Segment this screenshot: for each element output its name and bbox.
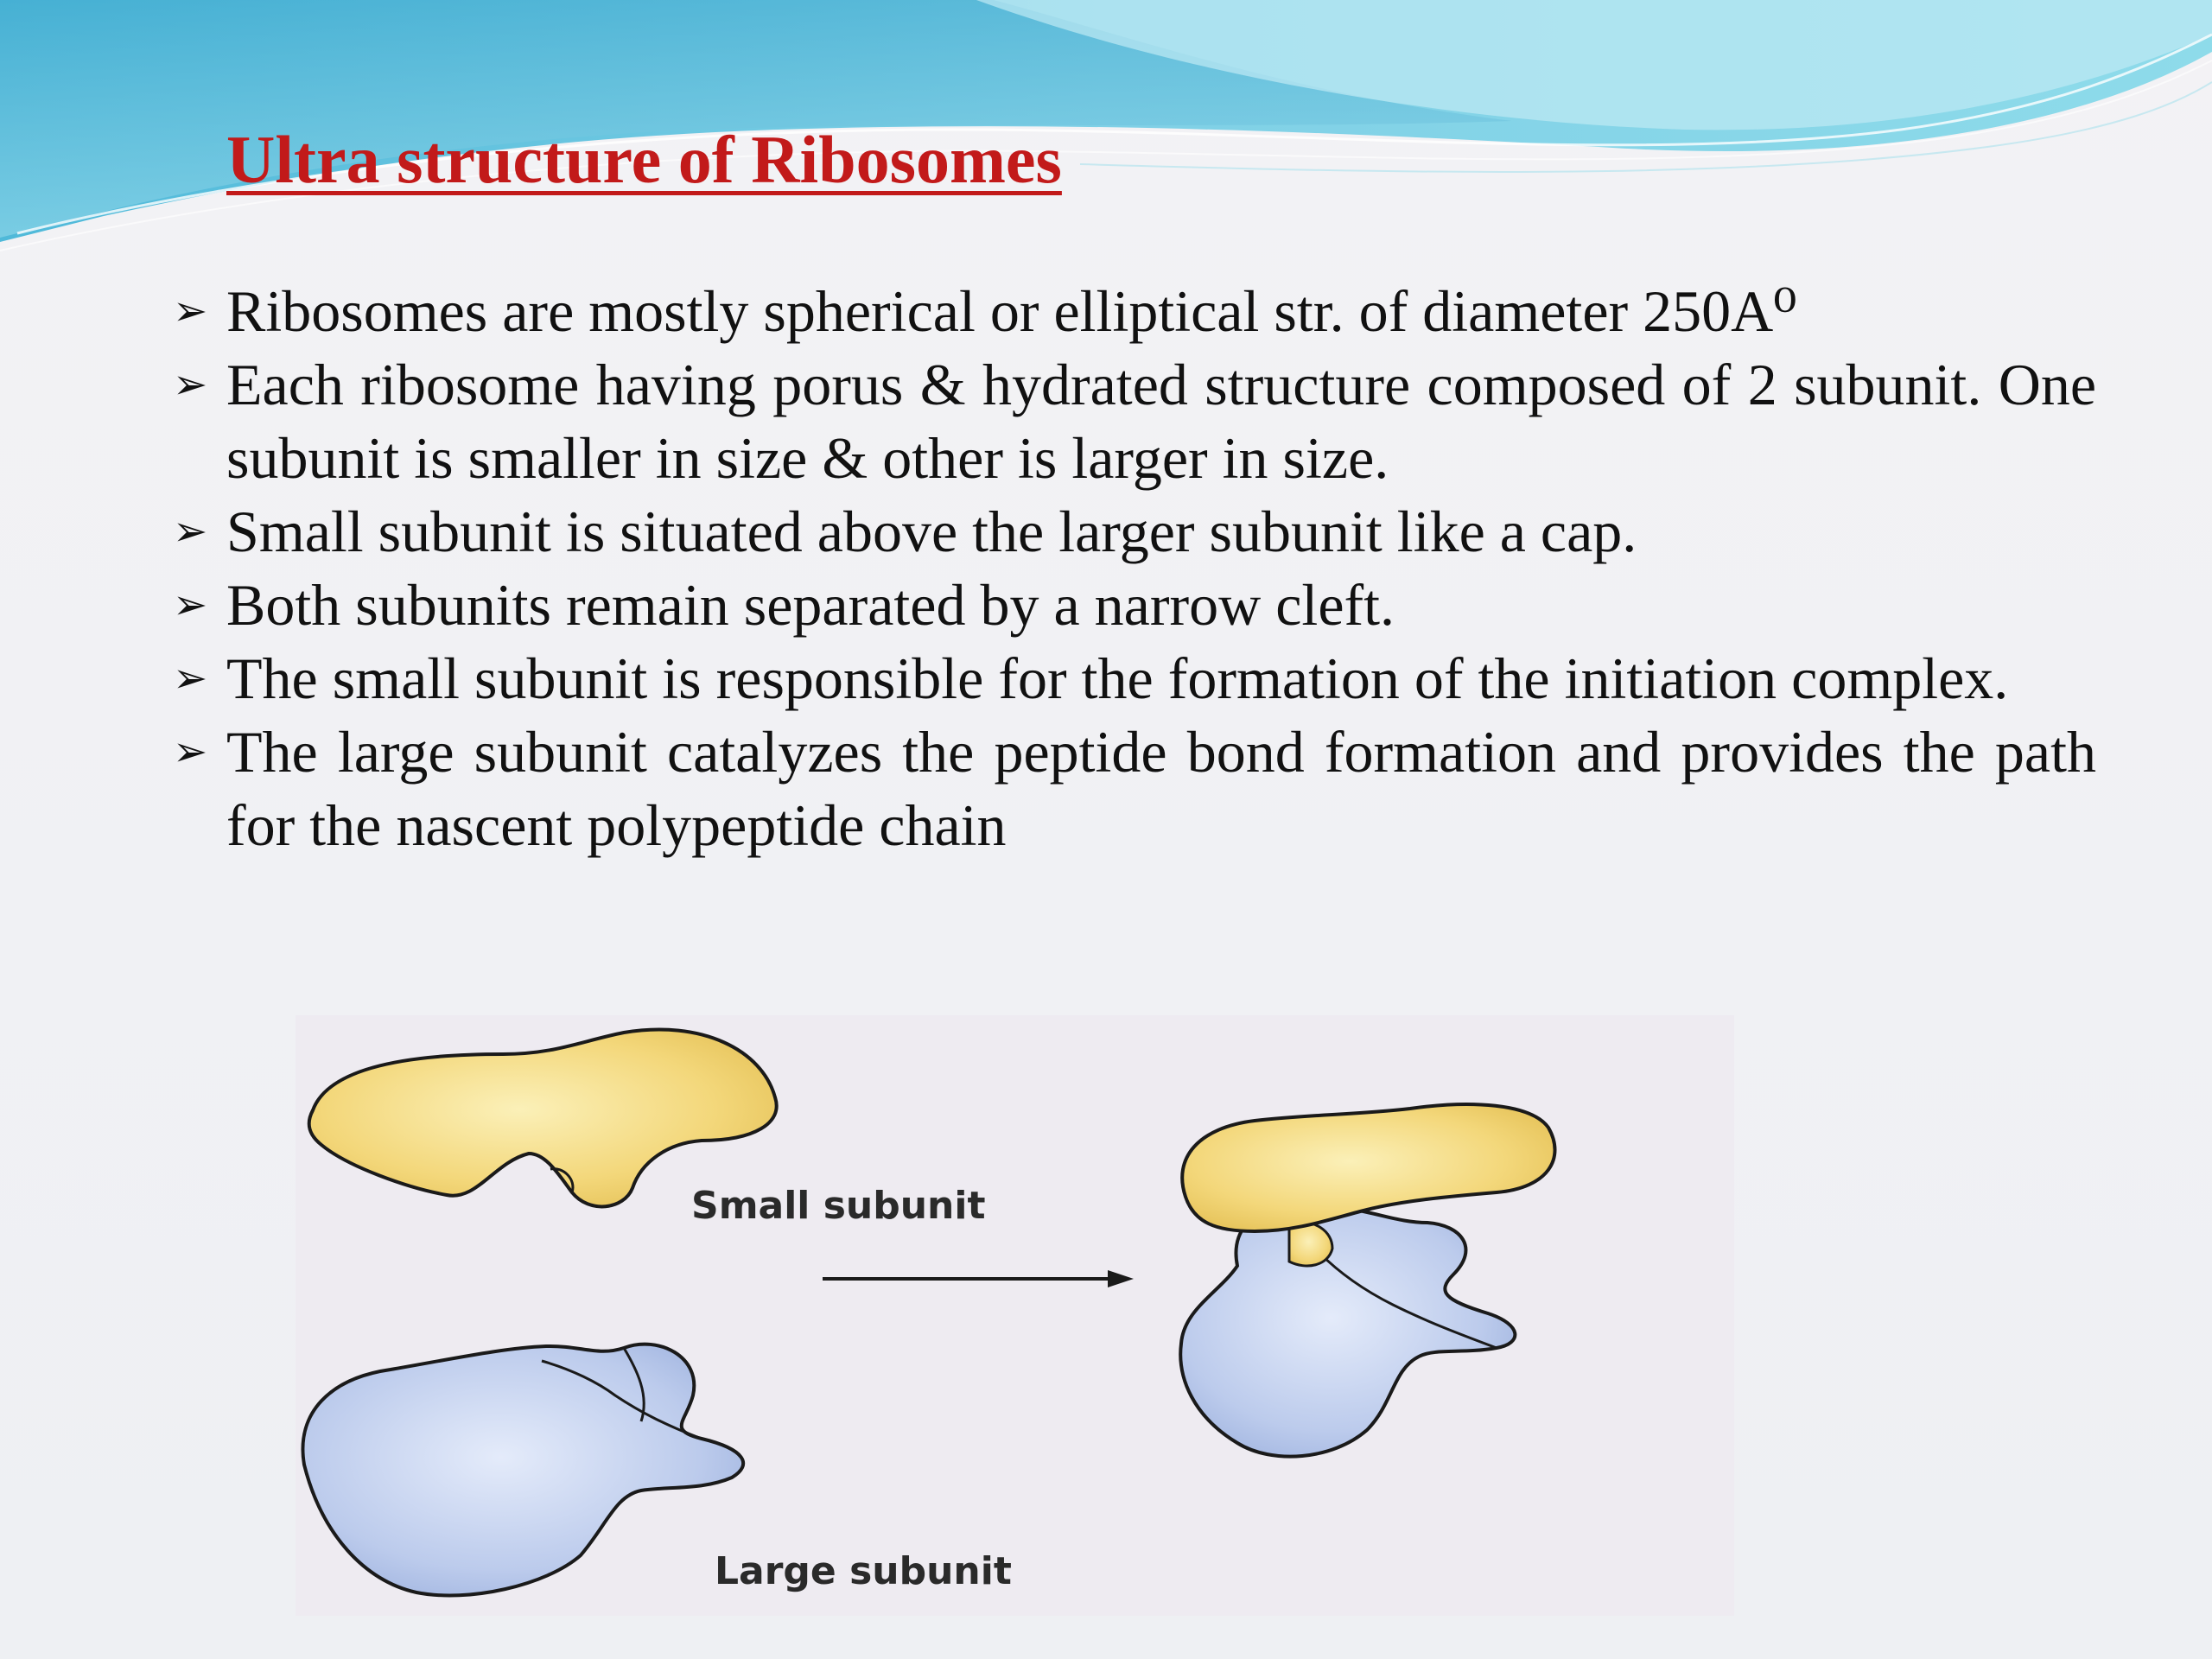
small-subunit-label: Small subunit [691, 1184, 986, 1228]
arrow-bullet-icon: ➢ [173, 654, 208, 702]
small-subunit-shape [309, 1030, 777, 1207]
bullet-text: Both subunits remain separated by a narrow cleft. [226, 572, 1395, 638]
slide-title: Ultra structure of Ribosomes [226, 122, 1062, 197]
arrow-bullet-icon: ➢ [173, 581, 208, 629]
bullet-item [173, 348, 2096, 495]
arrow-bullet-icon: ➢ [173, 360, 208, 409]
arrow-bullet-icon: ➢ [173, 287, 208, 335]
bullet-item [173, 275, 2096, 348]
arrow-bullet-icon: ➢ [173, 728, 208, 776]
bullet-item [173, 569, 2096, 642]
assembly-arrow [823, 1270, 1134, 1287]
bullet-text: Ribosomes are mostly spherical or elliptical str. of diameter 250A⁰ [226, 278, 1797, 344]
assembled-ribosome-shape [1180, 1104, 1554, 1457]
bullet-text: The small subunit is responsible for the formation of the initiation complex. [226, 645, 2009, 711]
bullet-text: Small subunit is situated above the larger subunit like a cap. [226, 499, 1637, 564]
arrow-bullet-icon: ➢ [173, 507, 208, 556]
bullet-text: The large subunit catalyzes the peptide bond formation and provides the path for the nascent polypeptide chain [226, 719, 2096, 858]
large-subunit-shape [302, 1344, 743, 1596]
large-subunit-label: Large subunit [715, 1549, 1012, 1593]
ribosome-assembly-figure [296, 1015, 1734, 1616]
bullet-text: Each ribosome having porus & hydrated structure composed of 2 subunit. One subunit is smaller in size & other is larger in size. [226, 352, 2096, 491]
bullet-item [173, 495, 2096, 569]
ribosome-diagram [296, 1015, 1734, 1616]
bullet-item [173, 715, 2096, 862]
bullet-item [173, 642, 2096, 715]
bullet-list [173, 275, 2096, 862]
